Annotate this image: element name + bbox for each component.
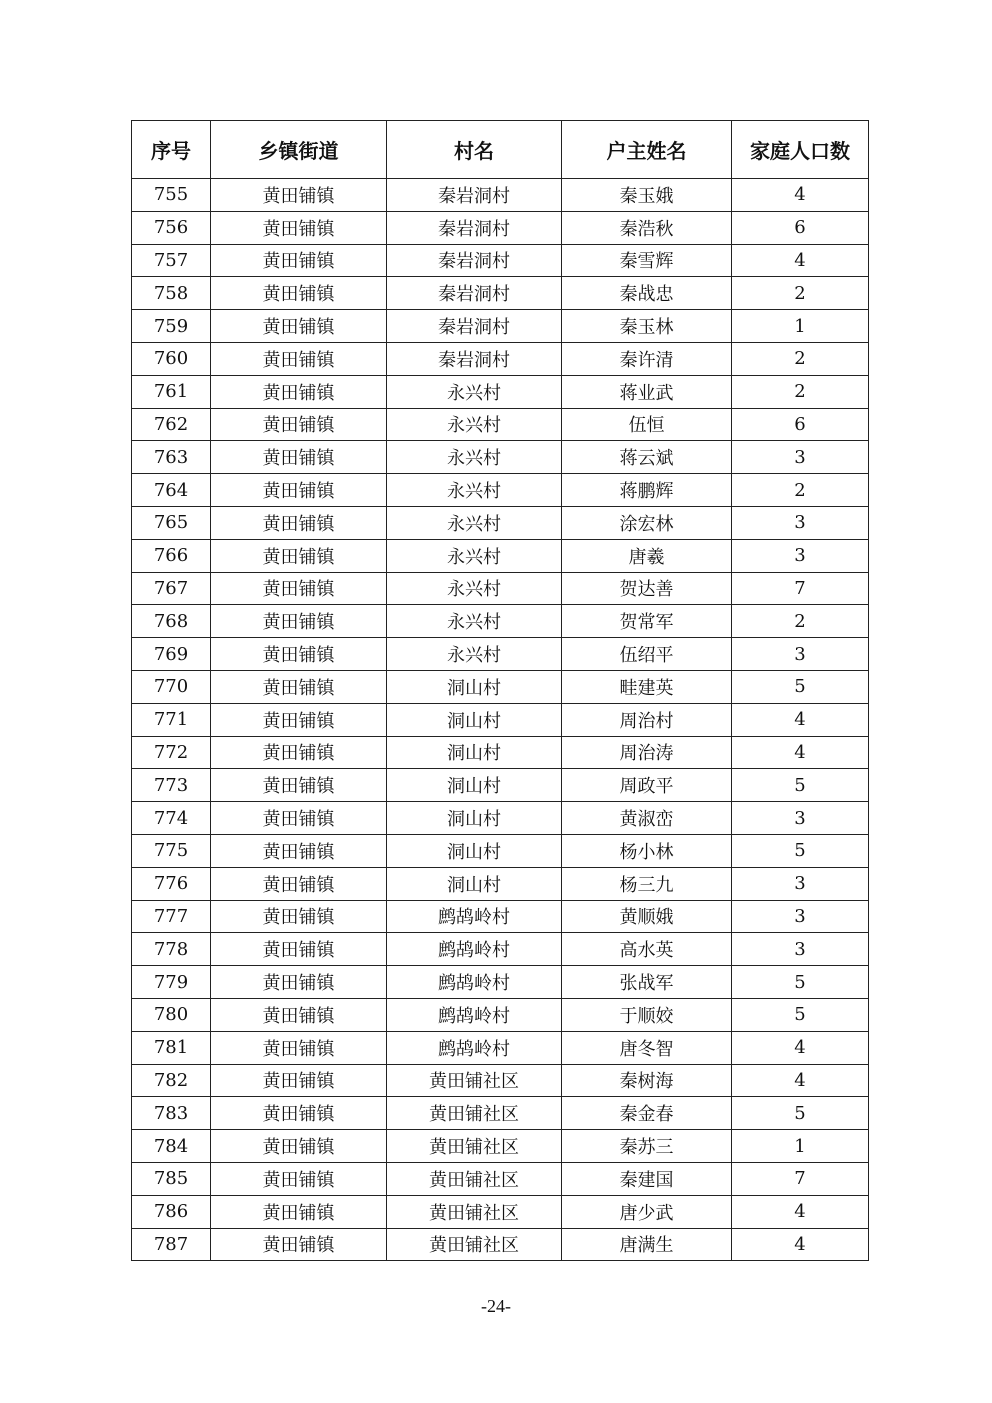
cell-index: 766: [132, 539, 211, 572]
cell-index: 777: [132, 900, 211, 933]
cell-householder: 畦建英: [562, 670, 732, 703]
cell-township: 黄田铺镇: [211, 277, 387, 310]
cell-village: 黄田铺社区: [387, 1162, 562, 1195]
cell-householder: 秦浩秋: [562, 211, 732, 244]
table-row: [132, 1031, 869, 1064]
cell-family-size: 4: [732, 1195, 869, 1228]
cell-householder: 秦苏三: [562, 1130, 732, 1163]
cell-village: 洞山村: [387, 867, 562, 900]
cell-township: 黄田铺镇: [211, 179, 387, 212]
cell-index: 761: [132, 375, 211, 408]
cell-village: 洞山村: [387, 834, 562, 867]
cell-family-size: 2: [732, 277, 869, 310]
cell-township: 黄田铺镇: [211, 539, 387, 572]
cell-village: 永兴村: [387, 408, 562, 441]
cell-township: 黄田铺镇: [211, 1162, 387, 1195]
cell-householder: 蒋业武: [562, 375, 732, 408]
cell-index: 764: [132, 474, 211, 507]
cell-householder: 蒋鹏辉: [562, 474, 732, 507]
cell-township: 黄田铺镇: [211, 441, 387, 474]
cell-index: 765: [132, 506, 211, 539]
cell-village: 黄田铺社区: [387, 1097, 562, 1130]
cell-family-size: 4: [732, 736, 869, 769]
cell-index: 774: [132, 802, 211, 835]
table-row: [132, 474, 869, 507]
cell-township: 黄田铺镇: [211, 867, 387, 900]
cell-township: 黄田铺镇: [211, 605, 387, 638]
cell-index: 782: [132, 1064, 211, 1097]
cell-index: 784: [132, 1130, 211, 1163]
cell-township: 黄田铺镇: [211, 802, 387, 835]
table-row: [132, 408, 869, 441]
cell-family-size: 3: [732, 539, 869, 572]
table-row: [132, 441, 869, 474]
cell-family-size: 3: [732, 441, 869, 474]
cell-householder: 秦许清: [562, 342, 732, 375]
cell-householder: 伍绍平: [562, 638, 732, 671]
cell-village: 洞山村: [387, 802, 562, 835]
cell-village: 永兴村: [387, 605, 562, 638]
cell-householder: 杨三九: [562, 867, 732, 900]
cell-index: 781: [132, 1031, 211, 1064]
cell-family-size: 4: [732, 703, 869, 736]
header-village: 村名: [387, 121, 562, 179]
cell-township: 黄田铺镇: [211, 506, 387, 539]
cell-family-size: 6: [732, 408, 869, 441]
cell-township: 黄田铺镇: [211, 736, 387, 769]
cell-householder: 杨小林: [562, 834, 732, 867]
cell-householder: 周治涛: [562, 736, 732, 769]
cell-township: 黄田铺镇: [211, 1064, 387, 1097]
cell-village: 秦岩洞村: [387, 310, 562, 343]
cell-index: 785: [132, 1162, 211, 1195]
cell-family-size: 5: [732, 670, 869, 703]
cell-township: 黄田铺镇: [211, 933, 387, 966]
cell-township: 黄田铺镇: [211, 310, 387, 343]
cell-village: 鹧鸪岭村: [387, 1031, 562, 1064]
cell-index: 779: [132, 966, 211, 999]
cell-village: 秦岩洞村: [387, 211, 562, 244]
cell-village: 黄田铺社区: [387, 1228, 562, 1261]
cell-village: 黄田铺社区: [387, 1064, 562, 1097]
cell-index: 768: [132, 605, 211, 638]
cell-township: 黄田铺镇: [211, 1097, 387, 1130]
cell-village: 鹧鸪岭村: [387, 998, 562, 1031]
cell-township: 黄田铺镇: [211, 1228, 387, 1261]
cell-index: 757: [132, 244, 211, 277]
cell-village: 永兴村: [387, 638, 562, 671]
cell-index: 769: [132, 638, 211, 671]
cell-householder: 秦雪辉: [562, 244, 732, 277]
cell-village: 洞山村: [387, 670, 562, 703]
header-householder: 户主姓名: [562, 121, 732, 179]
table-row: [132, 310, 869, 343]
cell-village: 永兴村: [387, 539, 562, 572]
cell-family-size: 2: [732, 605, 869, 638]
cell-family-size: 3: [732, 506, 869, 539]
table-row: [132, 1130, 869, 1163]
cell-township: 黄田铺镇: [211, 1195, 387, 1228]
cell-family-size: 1: [732, 1130, 869, 1163]
table-row: [132, 638, 869, 671]
table-row: [132, 933, 869, 966]
household-table: [131, 120, 869, 1261]
table-row: [132, 998, 869, 1031]
cell-index: 771: [132, 703, 211, 736]
cell-householder: 唐冬智: [562, 1031, 732, 1064]
cell-village: 洞山村: [387, 703, 562, 736]
cell-village: 永兴村: [387, 474, 562, 507]
cell-householder: 唐少武: [562, 1195, 732, 1228]
cell-householder: 周治村: [562, 703, 732, 736]
table-row: [132, 1228, 869, 1261]
cell-index: 770: [132, 670, 211, 703]
table-row: [132, 1064, 869, 1097]
cell-index: 783: [132, 1097, 211, 1130]
cell-householder: 黄淑峦: [562, 802, 732, 835]
cell-householder: 秦树海: [562, 1064, 732, 1097]
cell-index: 786: [132, 1195, 211, 1228]
table-row: [132, 966, 869, 999]
cell-index: 758: [132, 277, 211, 310]
cell-township: 黄田铺镇: [211, 900, 387, 933]
cell-index: 759: [132, 310, 211, 343]
cell-family-size: 3: [732, 802, 869, 835]
cell-township: 黄田铺镇: [211, 244, 387, 277]
cell-township: 黄田铺镇: [211, 670, 387, 703]
cell-family-size: 6: [732, 211, 869, 244]
cell-householder: 秦玉娥: [562, 179, 732, 212]
header-index: 序号: [132, 121, 211, 179]
table-row: [132, 867, 869, 900]
cell-township: 黄田铺镇: [211, 572, 387, 605]
header-row: [132, 121, 869, 179]
cell-village: 洞山村: [387, 769, 562, 802]
cell-householder: 唐羲: [562, 539, 732, 572]
cell-village: 鹧鸪岭村: [387, 933, 562, 966]
cell-village: 鹧鸪岭村: [387, 966, 562, 999]
table-row: [132, 670, 869, 703]
cell-village: 永兴村: [387, 506, 562, 539]
cell-township: 黄田铺镇: [211, 1130, 387, 1163]
table-row: [132, 605, 869, 638]
page-number: -24-: [481, 1296, 511, 1316]
cell-family-size: 4: [732, 244, 869, 277]
table-row: [132, 342, 869, 375]
cell-township: 黄田铺镇: [211, 834, 387, 867]
cell-township: 黄田铺镇: [211, 342, 387, 375]
cell-family-size: 2: [732, 474, 869, 507]
cell-index: 767: [132, 572, 211, 605]
header-township: 乡镇街道: [211, 121, 387, 179]
table-row: [132, 277, 869, 310]
cell-index: 775: [132, 834, 211, 867]
table-body: [132, 179, 869, 1261]
cell-family-size: 2: [732, 375, 869, 408]
cell-family-size: 4: [732, 1228, 869, 1261]
cell-village: 永兴村: [387, 441, 562, 474]
table-row: [132, 375, 869, 408]
cell-family-size: 7: [732, 1162, 869, 1195]
table-row: [132, 1097, 869, 1130]
cell-village: 秦岩洞村: [387, 342, 562, 375]
header-family-size: 家庭人口数: [732, 121, 869, 179]
cell-township: 黄田铺镇: [211, 998, 387, 1031]
cell-index: 780: [132, 998, 211, 1031]
cell-family-size: 3: [732, 638, 869, 671]
cell-township: 黄田铺镇: [211, 211, 387, 244]
cell-family-size: 2: [732, 342, 869, 375]
cell-householder: 于顺姣: [562, 998, 732, 1031]
cell-householder: 伍恒: [562, 408, 732, 441]
cell-family-size: 3: [732, 933, 869, 966]
cell-householder: 贺常军: [562, 605, 732, 638]
cell-family-size: 5: [732, 998, 869, 1031]
cell-householder: 秦建国: [562, 1162, 732, 1195]
cell-family-size: 5: [732, 966, 869, 999]
cell-index: 763: [132, 441, 211, 474]
cell-family-size: 7: [732, 572, 869, 605]
cell-township: 黄田铺镇: [211, 375, 387, 408]
cell-township: 黄田铺镇: [211, 769, 387, 802]
cell-index: 773: [132, 769, 211, 802]
cell-index: 760: [132, 342, 211, 375]
cell-householder: 秦金春: [562, 1097, 732, 1130]
cell-village: 秦岩洞村: [387, 179, 562, 212]
cell-village: 鹧鸪岭村: [387, 900, 562, 933]
cell-township: 黄田铺镇: [211, 474, 387, 507]
cell-family-size: 1: [732, 310, 869, 343]
cell-householder: 蒋云斌: [562, 441, 732, 474]
table-row: [132, 211, 869, 244]
cell-index: 778: [132, 933, 211, 966]
cell-family-size: 5: [732, 769, 869, 802]
cell-index: 755: [132, 179, 211, 212]
cell-index: 762: [132, 408, 211, 441]
cell-township: 黄田铺镇: [211, 408, 387, 441]
cell-householder: 黄顺娥: [562, 900, 732, 933]
table-row: [132, 802, 869, 835]
table-row: [132, 736, 869, 769]
cell-family-size: 4: [732, 1031, 869, 1064]
table-row: [132, 539, 869, 572]
cell-village: 秦岩洞村: [387, 277, 562, 310]
table-row: [132, 179, 869, 212]
cell-village: 黄田铺社区: [387, 1130, 562, 1163]
cell-householder: 张战军: [562, 966, 732, 999]
cell-householder: 高水英: [562, 933, 732, 966]
cell-family-size: 3: [732, 867, 869, 900]
cell-index: 756: [132, 211, 211, 244]
table-row: [132, 244, 869, 277]
table-row: [132, 900, 869, 933]
table-row: [132, 769, 869, 802]
cell-householder: 秦玉林: [562, 310, 732, 343]
cell-family-size: 5: [732, 1097, 869, 1130]
cell-township: 黄田铺镇: [211, 703, 387, 736]
table-row: [132, 1195, 869, 1228]
cell-village: 永兴村: [387, 375, 562, 408]
cell-index: 772: [132, 736, 211, 769]
cell-family-size: 5: [732, 834, 869, 867]
table-row: [132, 1162, 869, 1195]
cell-householder: 贺达善: [562, 572, 732, 605]
cell-family-size: 3: [732, 900, 869, 933]
cell-township: 黄田铺镇: [211, 1031, 387, 1064]
cell-village: 永兴村: [387, 572, 562, 605]
table-row: [132, 834, 869, 867]
cell-index: 787: [132, 1228, 211, 1261]
cell-village: 洞山村: [387, 736, 562, 769]
cell-householder: 秦战忠: [562, 277, 732, 310]
cell-township: 黄田铺镇: [211, 638, 387, 671]
cell-family-size: 4: [732, 1064, 869, 1097]
table-row: [132, 703, 869, 736]
cell-householder: 唐满生: [562, 1228, 732, 1261]
table-row: [132, 572, 869, 605]
cell-village: 秦岩洞村: [387, 244, 562, 277]
cell-township: 黄田铺镇: [211, 966, 387, 999]
cell-village: 黄田铺社区: [387, 1195, 562, 1228]
cell-family-size: 4: [732, 179, 869, 212]
table-row: [132, 506, 869, 539]
cell-index: 776: [132, 867, 211, 900]
cell-householder: 涂宏林: [562, 506, 732, 539]
cell-householder: 周政平: [562, 769, 732, 802]
